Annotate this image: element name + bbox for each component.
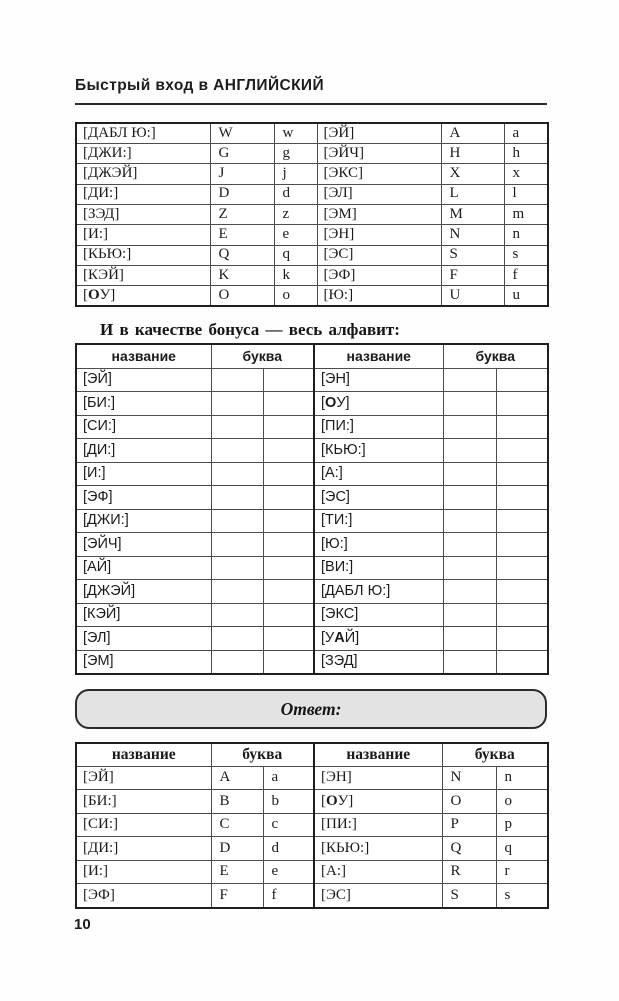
lowercase-letter-cell (496, 533, 548, 557)
lowercase-letter-cell (263, 415, 314, 439)
uppercase-letter-cell: C (211, 813, 263, 837)
bonus-heading: И в качестве бонуса — весь алфавит: (100, 320, 400, 339)
phonetic-name-cell: [ДИ:] (76, 184, 210, 204)
uppercase-letter-cell: N (442, 766, 496, 790)
uppercase-letter-cell (211, 462, 263, 486)
phonetic-name-cell: [АЙ] (76, 556, 211, 580)
lowercase-letter-cell: w (274, 123, 317, 143)
table-row (76, 143, 548, 163)
lowercase-letter-cell: x (504, 164, 548, 184)
phonetic-name-cell: [А:] (314, 860, 442, 884)
uppercase-letter-cell (211, 603, 263, 627)
uppercase-letter-cell (443, 486, 496, 510)
lowercase-letter-cell: o (274, 286, 317, 306)
lowercase-letter-cell (263, 603, 314, 627)
lowercase-letter-cell: z (274, 204, 317, 224)
phonetic-name-cell: [ЭМ] (76, 650, 211, 674)
phonetic-name-cell: [ЭФ] (76, 486, 211, 510)
table-row (76, 368, 548, 392)
phonetic-name-cell: [Ю:] (317, 286, 441, 306)
lowercase-letter-cell: b (263, 790, 314, 814)
phonetic-name-cell: [ЭЙ] (317, 123, 441, 143)
uppercase-letter-cell: E (211, 860, 263, 884)
phonetic-name-cell: [КЬЮ:] (314, 837, 442, 861)
table-row (76, 837, 548, 861)
phonetic-name-cell: [ДЖЭЙ] (76, 580, 211, 604)
uppercase-letter-cell: X (441, 164, 504, 184)
phonetic-name-cell: [ПИ:] (314, 415, 443, 439)
table-row (76, 580, 548, 604)
uppercase-letter-cell (211, 627, 263, 651)
uppercase-letter-cell (211, 556, 263, 580)
lowercase-letter-cell: p (496, 813, 548, 837)
bonus-table (75, 343, 549, 675)
lowercase-letter-cell (263, 556, 314, 580)
uppercase-letter-cell (443, 439, 496, 463)
lowercase-letter-cell: s (504, 245, 548, 265)
uppercase-letter-cell: L (441, 184, 504, 204)
lowercase-letter-cell: l (504, 184, 548, 204)
answer-table-header-row (76, 743, 548, 766)
table-row (76, 286, 548, 306)
phonetic-name-cell: [ЭКС] (317, 164, 441, 184)
lowercase-letter-cell: o (496, 790, 548, 814)
phonetic-name-cell: [ЭФ] (76, 884, 211, 908)
table-row (76, 439, 548, 463)
lowercase-letter-cell: d (263, 837, 314, 861)
phonetic-name-cell: [ЭЙ] (76, 766, 211, 790)
uppercase-letter-cell (443, 415, 496, 439)
column-header-name: название (76, 743, 211, 766)
table-row (76, 650, 548, 674)
header-rule (75, 103, 547, 105)
uppercase-letter-cell: W (210, 123, 274, 143)
uppercase-letter-cell (443, 462, 496, 486)
phonetic-name-cell: [ЭН] (314, 766, 442, 790)
uppercase-letter-cell: N (441, 225, 504, 245)
table-row (76, 164, 548, 184)
phonetic-name-cell: [ОУ] (314, 790, 442, 814)
table-row (76, 556, 548, 580)
phonetic-name-cell: [ЭФ] (317, 265, 441, 285)
table-row (76, 627, 548, 651)
uppercase-letter-cell (211, 392, 263, 416)
answer-box (75, 689, 547, 729)
column-header-letter: буква (443, 344, 548, 368)
table-row (76, 462, 548, 486)
uppercase-letter-cell (211, 580, 263, 604)
column-header-letter: буква (211, 743, 314, 766)
column-header-name: название (76, 344, 211, 368)
lowercase-letter-cell (263, 368, 314, 392)
phonetic-name-cell: [КЭЙ] (76, 603, 211, 627)
lowercase-letter-cell: u (504, 286, 548, 306)
phonetic-name-cell: [ЭС] (314, 486, 443, 510)
phonetic-name-cell: [ЭКС] (314, 603, 443, 627)
lowercase-letter-cell: g (274, 143, 317, 163)
lowercase-letter-cell: a (504, 123, 548, 143)
phonetic-name-cell: [ЭС] (317, 245, 441, 265)
uppercase-letter-cell (211, 509, 263, 533)
column-header-letter: буква (442, 743, 548, 766)
phonetic-name-cell: [БИ:] (76, 790, 211, 814)
phonetic-name-cell: [Ю:] (314, 533, 443, 557)
uppercase-letter-cell (443, 627, 496, 651)
lowercase-letter-cell (496, 509, 548, 533)
lowercase-letter-cell (263, 509, 314, 533)
uppercase-letter-cell (443, 650, 496, 674)
phonetic-name-cell: [ВИ:] (314, 556, 443, 580)
phonetic-name-cell: [ЭЛ] (317, 184, 441, 204)
phonetic-name-cell: [ЭН] (317, 225, 441, 245)
uppercase-letter-cell: F (211, 884, 263, 908)
table-row (76, 392, 548, 416)
lowercase-letter-cell (496, 556, 548, 580)
phonetic-name-cell: [ДАБЛ Ю:] (314, 580, 443, 604)
table-row (76, 766, 548, 790)
lowercase-letter-cell (496, 580, 548, 604)
phonetic-name-cell: [КЬЮ:] (76, 245, 210, 265)
lowercase-letter-cell (263, 439, 314, 463)
phonetic-name-cell: [И:] (76, 462, 211, 486)
phonetic-name-cell: [И:] (76, 225, 210, 245)
lowercase-letter-cell: j (274, 164, 317, 184)
uppercase-letter-cell: Q (210, 245, 274, 265)
phonetic-name-cell: [ЗЭД] (76, 204, 210, 224)
lowercase-letter-cell: c (263, 813, 314, 837)
lowercase-letter-cell (263, 533, 314, 557)
page-header-title: Быстрый вход в АНГЛИЙСКИЙ (75, 77, 325, 94)
phonetic-name-cell: [БИ:] (76, 392, 211, 416)
table-row (76, 603, 548, 627)
uppercase-letter-cell (443, 603, 496, 627)
table-row (76, 245, 548, 265)
lowercase-letter-cell: m (504, 204, 548, 224)
lowercase-letter-cell: d (274, 184, 317, 204)
phonetic-name-cell: [СИ:] (76, 415, 211, 439)
lowercase-letter-cell (496, 627, 548, 651)
table-row (76, 486, 548, 510)
uppercase-letter-cell (211, 415, 263, 439)
phonetic-name-cell: [ДАБЛ Ю:] (76, 123, 210, 143)
uppercase-letter-cell: E (210, 225, 274, 245)
uppercase-letter-cell: R (442, 860, 496, 884)
page-number: 10 (74, 916, 91, 933)
uppercase-letter-cell: M (441, 204, 504, 224)
lowercase-letter-cell: e (263, 860, 314, 884)
lowercase-letter-cell: n (496, 766, 548, 790)
table-row (76, 790, 548, 814)
lowercase-letter-cell (496, 415, 548, 439)
lowercase-letter-cell: e (274, 225, 317, 245)
uppercase-letter-cell: A (211, 766, 263, 790)
phonetic-name-cell: [ДЖИ:] (76, 143, 210, 163)
phonetic-name-cell: [ЭЙЧ] (317, 143, 441, 163)
uppercase-letter-cell (443, 509, 496, 533)
uppercase-letter-cell: D (210, 184, 274, 204)
letters-table (75, 122, 549, 307)
table-row (76, 813, 548, 837)
column-header-letter: буква (211, 344, 314, 368)
uppercase-letter-cell (443, 556, 496, 580)
lowercase-letter-cell: q (274, 245, 317, 265)
uppercase-letter-cell (443, 392, 496, 416)
uppercase-letter-cell: O (442, 790, 496, 814)
bonus-table-header-row (76, 344, 548, 368)
phonetic-name-cell: [ДИ:] (76, 439, 211, 463)
lowercase-letter-cell (496, 368, 548, 392)
phonetic-name-cell: [ЭЙЧ] (76, 533, 211, 557)
lowercase-letter-cell: r (496, 860, 548, 884)
phonetic-name-cell: [ЭЛ] (76, 627, 211, 651)
uppercase-letter-cell (211, 439, 263, 463)
answer-table (75, 742, 549, 909)
phonetic-name-cell: [ТИ:] (314, 509, 443, 533)
lowercase-letter-cell: q (496, 837, 548, 861)
uppercase-letter-cell: G (210, 143, 274, 163)
answer-label: Ответ: (280, 698, 342, 719)
uppercase-letter-cell: Q (442, 837, 496, 861)
lowercase-letter-cell: s (496, 884, 548, 908)
phonetic-name-cell: [ДЖЭЙ] (76, 164, 210, 184)
lowercase-letter-cell (496, 439, 548, 463)
uppercase-letter-cell: H (441, 143, 504, 163)
lowercase-letter-cell: a (263, 766, 314, 790)
phonetic-name-cell: [ПИ:] (314, 813, 442, 837)
lowercase-letter-cell (263, 486, 314, 510)
table-row (76, 204, 548, 224)
lowercase-letter-cell: n (504, 225, 548, 245)
lowercase-letter-cell (496, 650, 548, 674)
uppercase-letter-cell: F (441, 265, 504, 285)
uppercase-letter-cell: O (210, 286, 274, 306)
table-row (76, 415, 548, 439)
phonetic-name-cell: [СИ:] (76, 813, 211, 837)
uppercase-letter-cell: Z (210, 204, 274, 224)
table-row (76, 509, 548, 533)
phonetic-name-cell: [ЗЭД] (314, 650, 443, 674)
table-row (76, 225, 548, 245)
phonetic-name-cell: [ОУ] (314, 392, 443, 416)
uppercase-letter-cell: P (442, 813, 496, 837)
lowercase-letter-cell (496, 486, 548, 510)
uppercase-letter-cell: A (441, 123, 504, 143)
lowercase-letter-cell (496, 603, 548, 627)
lowercase-letter-cell (263, 462, 314, 486)
lowercase-letter-cell: k (274, 265, 317, 285)
phonetic-name-cell: [ЭМ] (317, 204, 441, 224)
lowercase-letter-cell (263, 392, 314, 416)
uppercase-letter-cell: D (211, 837, 263, 861)
phonetic-name-cell: [ДИ:] (76, 837, 211, 861)
uppercase-letter-cell (211, 650, 263, 674)
lowercase-letter-cell: f (263, 884, 314, 908)
uppercase-letter-cell (443, 533, 496, 557)
phonetic-name-cell: [ОУ] (76, 286, 210, 306)
uppercase-letter-cell (211, 486, 263, 510)
phonetic-name-cell: [А:] (314, 462, 443, 486)
uppercase-letter-cell (443, 368, 496, 392)
uppercase-letter-cell (211, 533, 263, 557)
table-row (76, 123, 548, 143)
table-row (76, 860, 548, 884)
phonetic-name-cell: [УАЙ] (314, 627, 443, 651)
table-row (76, 533, 548, 557)
phonetic-name-cell: [И:] (76, 860, 211, 884)
phonetic-name-cell: [ЭЙ] (76, 368, 211, 392)
lowercase-letter-cell (496, 392, 548, 416)
uppercase-letter-cell: S (442, 884, 496, 908)
phonetic-name-cell: [ЭН] (314, 368, 443, 392)
uppercase-letter-cell: J (210, 164, 274, 184)
table-row (76, 884, 548, 908)
uppercase-letter-cell: B (211, 790, 263, 814)
uppercase-letter-cell (211, 368, 263, 392)
phonetic-name-cell: [ДЖИ:] (76, 509, 211, 533)
uppercase-letter-cell (443, 580, 496, 604)
table-row (76, 265, 548, 285)
lowercase-letter-cell: f (504, 265, 548, 285)
lowercase-letter-cell (263, 650, 314, 674)
lowercase-letter-cell: h (504, 143, 548, 163)
phonetic-name-cell: [КЭЙ] (76, 265, 210, 285)
lowercase-letter-cell (263, 580, 314, 604)
phonetic-name-cell: [ЭС] (314, 884, 442, 908)
uppercase-letter-cell: S (441, 245, 504, 265)
lowercase-letter-cell (263, 627, 314, 651)
table-row (76, 184, 548, 204)
lowercase-letter-cell (496, 462, 548, 486)
column-header-name: название (314, 743, 442, 766)
phonetic-name-cell: [КЬЮ:] (314, 439, 443, 463)
column-header-name: название (314, 344, 443, 368)
uppercase-letter-cell: K (210, 265, 274, 285)
uppercase-letter-cell: U (441, 286, 504, 306)
